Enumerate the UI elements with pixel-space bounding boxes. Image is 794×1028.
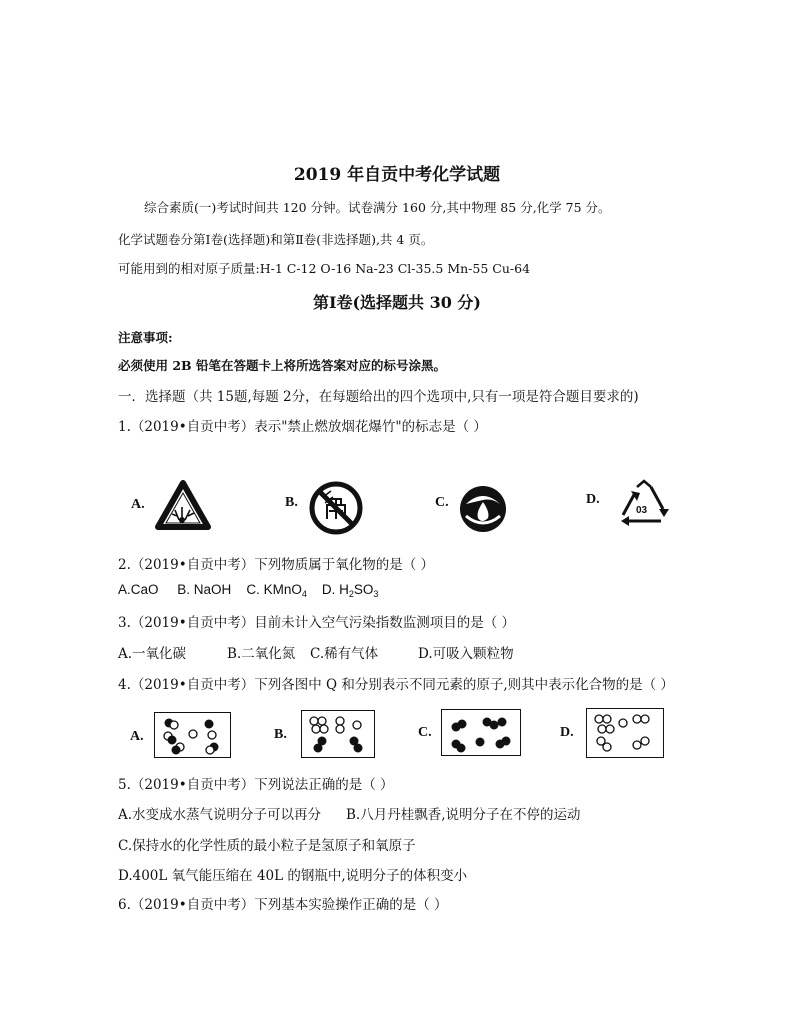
q1-option-d-label: D. [586,492,600,507]
exam-info-line: 综合素质(一)考试时间共 120 分钟。试卷满分 160 分,其中物理 85 分,化学 75 分。 [144,200,611,215]
q4-option-a-diagram [154,712,231,758]
q2-option-a: A.CaO [118,582,159,597]
question-5-stem: 5.（2019•自贡中考）下列说法正确的是（ ） [118,777,394,793]
question-6-stem: 6.（2019•自贡中考）下列基本实验操作正确的是（ ） [118,897,448,913]
q4-option-c-diagram [441,709,521,756]
q5-option-a: A.水变成水蒸气说明分子可以再分 [118,807,322,823]
recycle-code: 03 [636,505,648,516]
notice-label: 注意事项: [118,330,173,345]
exam-title: 2019 年自贡中考化学试题 [293,165,501,185]
no-burning-icon [309,481,363,539]
water-saving-icon [458,484,508,538]
question-2-stem: 2.（2019•自贡中考）下列物质属于氧化物的是（ ） [118,557,434,573]
q4-option-b-diagram [301,710,375,758]
q4-option-d-diagram [586,708,664,758]
q2-option-c: C. KMnO$_4$ [246,582,307,599]
question-4-stem: 4.（2019•自贡中考）下列各图中 Q 和分别表示不同元素的原子,则其中表示化合物的是（ ） [118,677,674,693]
q1-option-c-label: C. [435,495,449,510]
q5-option-d: D.400L 氧气能压缩在 40L 的钢瓶中,说明分子的体积变小 [118,868,468,884]
explosive-warning-icon [155,480,211,534]
q1-option-b-label: B. [285,495,298,510]
q5-option-c: C.保持水的化学性质的最小粒子是氢原子和氧原子 [118,838,416,854]
q3-option-a: A.一氧化碳 [118,646,187,662]
q4-option-b-label: B. [274,727,287,742]
q5-option-b: B.八月丹桂飘香,说明分子在不停的运动 [346,807,581,823]
q3-option-b: B.二氧化氮 [227,646,296,662]
q4-option-a-label: A. [130,729,144,744]
q2-options [118,582,378,599]
part-heading: 一．选择题（共 15题,每题 2分，在每题给出的四个选项中,只有一项是符合题目要求的) [118,389,639,405]
atomic-mass-line: 可能用到的相对原子质量:H-1 C-12 O-16 Na-23 Cl-35.5 Mn-55 Cu-64 [118,261,531,276]
notice-text: 必须使用 2B 铅笔在答题卡上将所选答案对应的标号涂黑。 [118,358,446,373]
q2-option-b: B. NaOH [177,582,232,597]
q1-option-a-label: A. [131,497,145,512]
q2-option-d: D. $H_2SO_3$ [321,582,379,599]
question-3-stem: 3.（2019•自贡中考）目前未计入空气污染指数监测项目的是（ ） [118,615,515,631]
question-1-stem: 1.（2019•自贡中考）表示"禁止燃放烟花爆竹"的标志是（ ） [118,419,487,435]
exam-structure-line: 化学试题卷分第Ⅰ卷(选择题)和第Ⅱ卷(非选择题),共 4 页。 [118,232,434,247]
q4-option-c-label: C. [418,725,432,740]
q3-option-d: D.可吸入颗粒物 [418,646,514,662]
q3-option-c: C.稀有气体 [310,646,379,662]
q4-option-d-label: D. [560,725,574,740]
section-title: 第Ⅰ卷(选择题共 30 分) [312,293,482,312]
